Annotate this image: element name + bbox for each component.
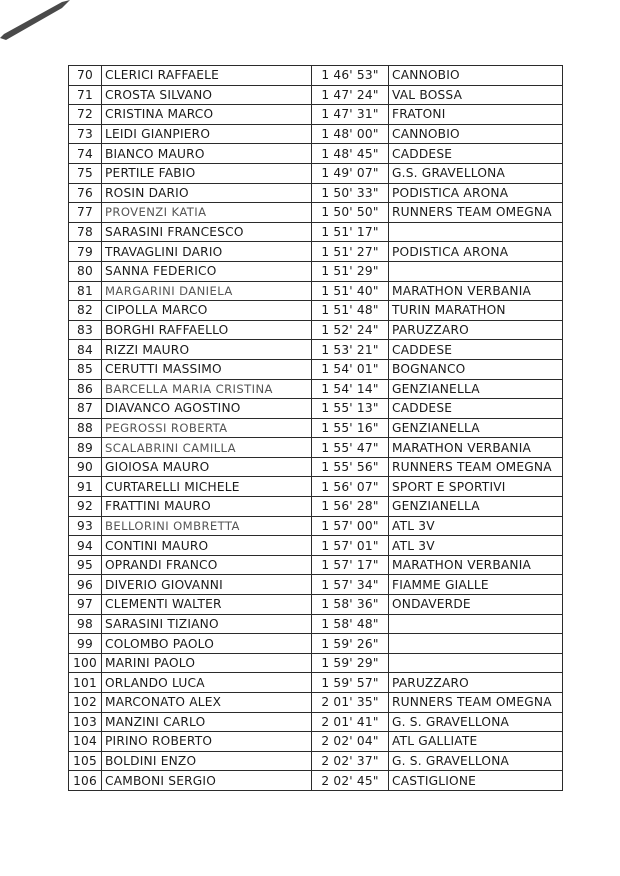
table-row [69,497,563,517]
position-cell: 93 [69,516,102,536]
table-row [69,242,563,262]
athlete-name-cell: SANNA FEDERICO [102,261,312,281]
table-row [69,183,563,203]
club-cell: G.S. GRAVELLONA [389,163,563,183]
table-row [69,751,563,771]
athlete-name-cell: CLERICI RAFFAELE [102,66,312,86]
position-cell: 78 [69,222,102,242]
table-row [69,477,563,497]
club-cell: CANNOBIO [389,124,563,144]
athlete-name-cell: COLOMBO PAOLO [102,634,312,654]
athlete-name-cell: MARGARINI DANIELA [102,281,312,301]
table-row [69,379,563,399]
athlete-name-cell: BELLORINI OMBRETTA [102,516,312,536]
club-cell [389,634,563,654]
athlete-name-cell: BORGHI RAFFAELLO [102,320,312,340]
athlete-name-cell: BARCELLA MARIA CRISTINA [102,379,312,399]
finish-time-cell: 2 02' 37" [312,751,389,771]
table-row [69,144,563,164]
club-cell: G. S. GRAVELLONA [389,712,563,732]
table-row [69,653,563,673]
finish-time-cell: 1 47' 24" [312,85,389,105]
club-cell: GENZIANELLA [389,497,563,517]
table-row [69,438,563,458]
table-row [69,222,563,242]
finish-time-cell: 1 57' 00" [312,516,389,536]
athlete-name-cell: CRISTINA MARCO [102,105,312,125]
athlete-name-cell: DIVERIO GIOVANNI [102,575,312,595]
club-cell: GENZIANELLA [389,379,563,399]
finish-time-cell: 2 02' 04" [312,732,389,752]
position-cell: 100 [69,653,102,673]
finish-time-cell: 1 52' 24" [312,320,389,340]
table-row [69,595,563,615]
athlete-name-cell: OPRANDI FRANCO [102,555,312,575]
club-cell: MARATHON VERBANIA [389,281,563,301]
table-row [69,163,563,183]
position-cell: 73 [69,124,102,144]
athlete-name-cell: LEIDI GIANPIERO [102,124,312,144]
club-cell: VAL BOSSA [389,85,563,105]
finish-time-cell: 1 51' 29" [312,261,389,281]
position-cell: 75 [69,163,102,183]
finish-time-cell: 1 58' 36" [312,595,389,615]
finish-time-cell: 1 46' 53" [312,66,389,86]
position-cell: 70 [69,66,102,86]
finish-time-cell: 1 54' 14" [312,379,389,399]
finish-time-cell: 1 58' 48" [312,614,389,634]
athlete-name-cell: BOLDINI ENZO [102,751,312,771]
position-cell: 99 [69,634,102,654]
athlete-name-cell: PROVENZI KATIA [102,203,312,223]
club-cell [389,653,563,673]
club-cell: FIAMME GIALLE [389,575,563,595]
table-row [69,281,563,301]
club-cell: CADDESE [389,399,563,419]
table-row [69,614,563,634]
finish-time-cell: 1 51' 17" [312,222,389,242]
position-cell: 80 [69,261,102,281]
club-cell [389,222,563,242]
position-cell: 106 [69,771,102,791]
position-cell: 95 [69,555,102,575]
club-cell: MARATHON VERBANIA [389,555,563,575]
club-cell: GENZIANELLA [389,418,563,438]
athlete-name-cell: CONTINI MAURO [102,536,312,556]
finish-time-cell: 1 50' 50" [312,203,389,223]
athlete-name-cell: MARCONATO ALEX [102,693,312,713]
club-cell: CADDESE [389,340,563,360]
finish-time-cell: 1 50' 33" [312,183,389,203]
table-row [69,516,563,536]
table-row [69,418,563,438]
position-cell: 103 [69,712,102,732]
results-body [69,66,563,791]
athlete-name-cell: PERTILE FABIO [102,163,312,183]
position-cell: 96 [69,575,102,595]
club-cell [389,261,563,281]
club-cell: FRATONI [389,105,563,125]
position-cell: 84 [69,340,102,360]
finish-time-cell: 1 47' 31" [312,105,389,125]
position-cell: 85 [69,359,102,379]
table-row [69,634,563,654]
club-cell: CADDESE [389,144,563,164]
position-cell: 94 [69,536,102,556]
table-row [69,359,563,379]
position-cell: 72 [69,105,102,125]
table-row [69,124,563,144]
finish-time-cell: 2 02' 45" [312,771,389,791]
athlete-name-cell: GIOIOSA MAURO [102,457,312,477]
athlete-name-cell: PEGROSSI ROBERTA [102,418,312,438]
athlete-name-cell: CROSTA SILVANO [102,85,312,105]
finish-time-cell: 1 56' 28" [312,497,389,517]
finish-time-cell: 1 55' 16" [312,418,389,438]
finish-time-cell: 1 57' 01" [312,536,389,556]
club-cell: SPORT E SPORTIVI [389,477,563,497]
finish-time-cell: 1 49' 07" [312,163,389,183]
club-cell: G. S. GRAVELLONA [389,751,563,771]
table-row [69,673,563,693]
athlete-name-cell: SCALABRINI CAMILLA [102,438,312,458]
finish-time-cell: 1 56' 07" [312,477,389,497]
position-cell: 104 [69,732,102,752]
athlete-name-cell: ORLANDO LUCA [102,673,312,693]
club-cell: RUNNERS TEAM OMEGNA [389,693,563,713]
club-cell: MARATHON VERBANIA [389,438,563,458]
position-cell: 88 [69,418,102,438]
finish-time-cell: 1 55' 47" [312,438,389,458]
position-cell: 77 [69,203,102,223]
club-cell: RUNNERS TEAM OMEGNA [389,457,563,477]
table-row [69,732,563,752]
position-cell: 101 [69,673,102,693]
table-row [69,457,563,477]
club-cell: PODISTICA ARONA [389,183,563,203]
athlete-name-cell: MARINI PAOLO [102,653,312,673]
table-row [69,771,563,791]
table-row [69,105,563,125]
athlete-name-cell: CURTARELLI MICHELE [102,477,312,497]
position-cell: 89 [69,438,102,458]
position-cell: 102 [69,693,102,713]
athlete-name-cell: PIRINO ROBERTO [102,732,312,752]
club-cell: ATL GALLIATE [389,732,563,752]
position-cell: 83 [69,320,102,340]
finish-time-cell: 1 55' 13" [312,399,389,419]
athlete-name-cell: RIZZI MAURO [102,340,312,360]
table-row [69,320,563,340]
athlete-name-cell: CLEMENTI WALTER [102,595,312,615]
page-corner-mark [0,0,70,60]
finish-time-cell: 1 59' 29" [312,653,389,673]
finish-time-cell: 1 57' 17" [312,555,389,575]
finish-time-cell: 1 48' 45" [312,144,389,164]
finish-time-cell: 1 55' 56" [312,457,389,477]
finish-time-cell: 1 54' 01" [312,359,389,379]
position-cell: 92 [69,497,102,517]
position-cell: 71 [69,85,102,105]
position-cell: 97 [69,595,102,615]
athlete-name-cell: SARASINI TIZIANO [102,614,312,634]
athlete-name-cell: ROSIN DARIO [102,183,312,203]
athlete-name-cell: DIAVANCO AGOSTINO [102,399,312,419]
athlete-name-cell: MANZINI CARLO [102,712,312,732]
finish-time-cell: 1 57' 34" [312,575,389,595]
position-cell: 105 [69,751,102,771]
table-row [69,536,563,556]
table-row [69,693,563,713]
finish-time-cell: 2 01' 41" [312,712,389,732]
finish-time-cell: 1 59' 57" [312,673,389,693]
club-cell: PODISTICA ARONA [389,242,563,262]
position-cell: 98 [69,614,102,634]
finish-time-cell: 1 51' 48" [312,301,389,321]
results-table [68,65,563,791]
table-row [69,340,563,360]
table-row [69,555,563,575]
position-cell: 79 [69,242,102,262]
club-cell: TURIN MARATHON [389,301,563,321]
table-row [69,575,563,595]
club-cell: ATL 3V [389,536,563,556]
club-cell: CANNOBIO [389,66,563,86]
club-cell: BOGNANCO [389,359,563,379]
table-row [69,66,563,86]
table-row [69,301,563,321]
club-cell: CASTIGLIONE [389,771,563,791]
club-cell [389,614,563,634]
athlete-name-cell: SARASINI FRANCESCO [102,222,312,242]
position-cell: 81 [69,281,102,301]
club-cell: PARUZZARO [389,673,563,693]
finish-time-cell: 1 59' 26" [312,634,389,654]
position-cell: 76 [69,183,102,203]
finish-time-cell: 1 51' 27" [312,242,389,262]
athlete-name-cell: FRATTINI MAURO [102,497,312,517]
table-row [69,712,563,732]
club-cell: RUNNERS TEAM OMEGNA [389,203,563,223]
position-cell: 91 [69,477,102,497]
table-row [69,85,563,105]
club-cell: PARUZZARO [389,320,563,340]
position-cell: 82 [69,301,102,321]
position-cell: 90 [69,457,102,477]
club-cell: ONDAVERDE [389,595,563,615]
athlete-name-cell: BIANCO MAURO [102,144,312,164]
athlete-name-cell: CERUTTI MASSIMO [102,359,312,379]
table-row [69,399,563,419]
athlete-name-cell: CIPOLLA MARCO [102,301,312,321]
finish-time-cell: 1 51' 40" [312,281,389,301]
position-cell: 74 [69,144,102,164]
table-row [69,261,563,281]
table-row [69,203,563,223]
club-cell: ATL 3V [389,516,563,536]
position-cell: 86 [69,379,102,399]
position-cell: 87 [69,399,102,419]
finish-time-cell: 2 01' 35" [312,693,389,713]
athlete-name-cell: CAMBONI SERGIO [102,771,312,791]
athlete-name-cell: TRAVAGLINI DARIO [102,242,312,262]
finish-time-cell: 1 53' 21" [312,340,389,360]
finish-time-cell: 1 48' 00" [312,124,389,144]
